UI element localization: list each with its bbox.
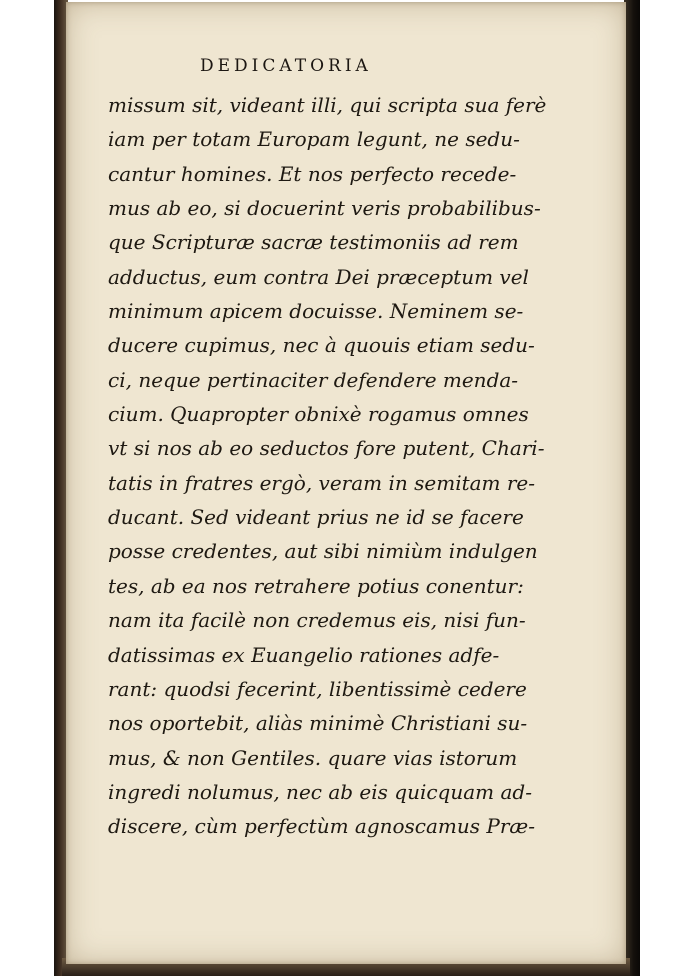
text-line: tes, ab ea nos retrahere potius conentur:: [108, 573, 524, 598]
text-line: ducant. Sed videant prius ne id se facere: [108, 505, 524, 530]
text-line: ingredi nolumus, nec ab eis quicquam ad-: [108, 779, 532, 804]
text-line: que Scripturæ sacræ testimoniis ad rem: [108, 230, 519, 255]
page-edge-right: [624, 0, 640, 976]
text-line: cantur homines. Et nos perfecto recede-: [108, 161, 517, 186]
text-line: nam ita facilè non credemus eis, nisi fun-: [108, 608, 526, 633]
text-line: datissimas ex Euangelio rationes adfe-: [108, 642, 500, 667]
text-line: nos oportebit, aliàs minimè Christiani su-: [108, 711, 528, 736]
text-line: adductus, eum contra Dei præceptum vel: [108, 264, 529, 289]
running-head: DEDICATORIA: [200, 56, 372, 76]
text-line: tatis in fratres ergò, veram in semitam re-: [108, 470, 536, 495]
text-line: ci, neque pertinaciter defendere menda-: [108, 367, 519, 392]
text-line: vt si nos ab eo seductos fore putent, Chari-: [108, 436, 545, 461]
text-line: discere, cùm perfectùm agnoscamus Præ-: [108, 814, 535, 839]
body-text: [108, 88, 547, 844]
text-line: posse credentes, aut sibi nimiùm indulgen: [108, 539, 538, 564]
text-line: iam per totam Europam legunt, ne sedu-: [108, 127, 520, 152]
text-line: cium. Quapropter obnixè rogamus omnes: [108, 402, 529, 427]
text-line: ducere cupimus, nec à quouis etiam sedu-: [108, 333, 535, 358]
text-line: rant: quodsi fecerint, libentissimè cedere: [108, 676, 527, 701]
text-line: minimum apicem docuisse. Neminem se-: [108, 299, 524, 324]
text-line: missum sit, videant illi, qui scripta sua ferè: [108, 93, 547, 117]
text-line: mus ab eo, si docuerint veris probabilibus-: [108, 196, 541, 221]
text-line: mus, & non Gentiles. quare vias istorum: [108, 745, 518, 770]
